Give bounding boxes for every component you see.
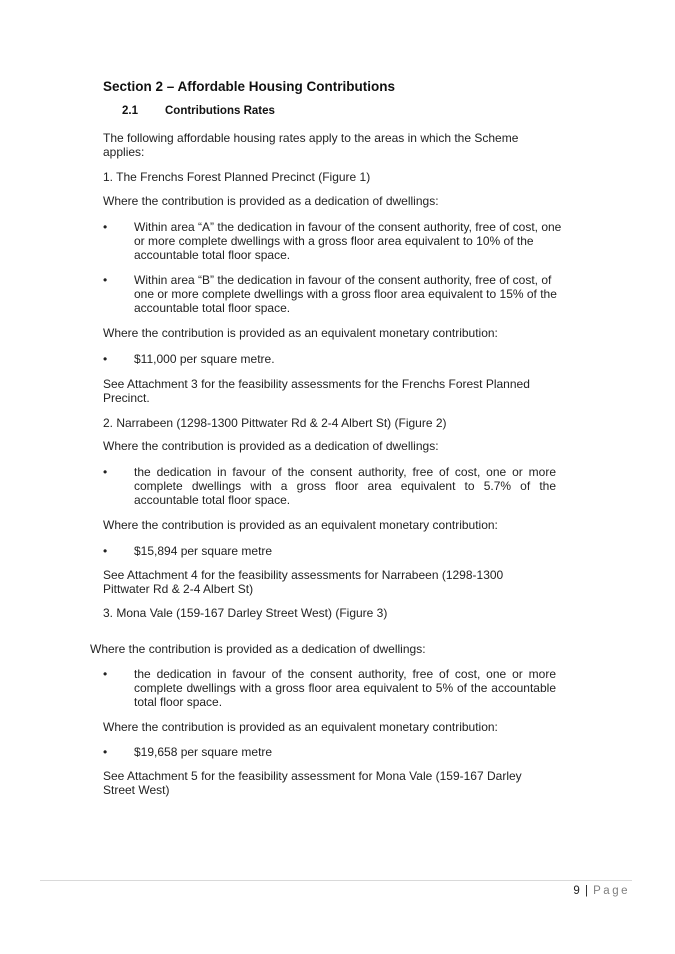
area-2-dedication-bullet <box>103 465 556 507</box>
area-1-dedication-bullet-b <box>103 273 572 315</box>
subsection-number: 2.1 <box>122 105 138 117</box>
bullet-dot: • <box>103 220 108 234</box>
bullet-dot: • <box>103 667 108 681</box>
area-3-dedication-bullet <box>103 667 556 709</box>
area-3-dedication-intro: Where the contribution is provided as a dedication of dwellings: <box>90 642 426 656</box>
area-3-monetary-intro: Where the contribution is provided as an equivalent monetary contribution: <box>103 720 498 734</box>
bullet-text: the dedication in favour of the consent authority, free of cost, one or more complete dwellings with a gross floor area equivalent to 5% of the accountable total floor space. <box>134 667 556 709</box>
bullet-text: Within area “A” the dedication in favour of the consent authority, free of cost, one or more complete dwellings with a gross floor area equivalent to 10% of the accountable total floor space. <box>134 220 562 262</box>
footer-divider <box>40 880 632 881</box>
area-1-dedication-bullet-a <box>103 220 562 262</box>
footer-separator: | <box>584 885 588 897</box>
bullet-text: $15,894 per square metre <box>134 544 273 558</box>
area-1-attachment-note: See Attachment 3 for the feasibility assessments for the Frenchs Forest Planned Precinct. <box>103 377 530 405</box>
page-label: Page <box>593 885 630 897</box>
subsection-title: Contributions Rates <box>165 105 275 117</box>
bullet-dot: • <box>103 465 108 479</box>
bullet-text: the dedication in favour of the consent authority, free of cost, one or more complete dwellings with a gross floor area equivalent to 5.7% of the accountable total floor space. <box>134 465 556 507</box>
section-heading: Section 2 – Affordable Housing Contributions <box>103 79 396 94</box>
bullet-dot: • <box>103 544 108 558</box>
area-3-monetary-bullet <box>103 745 554 759</box>
area-1-title: 1. The Frenchs Forest Planned Precinct (Figure 1) <box>103 170 371 184</box>
area-2-dedication-intro: Where the contribution is provided as a dedication of dwellings: <box>103 439 439 453</box>
bullet-dot: • <box>103 745 108 759</box>
intro-paragraph: The following affordable housing rates apply to the areas in which the Scheme applies: <box>103 131 519 159</box>
bullet-dot: • <box>103 273 108 287</box>
area-3-attachment-note: See Attachment 5 for the feasibility assessment for Mona Vale (159-167 Darley Street West) <box>103 769 522 797</box>
area-2-monetary-bullet <box>103 544 554 558</box>
area-1-monetary-bullet <box>103 352 554 366</box>
bullet-text: $19,658 per square metre <box>134 745 273 759</box>
bullet-text: Within area “B” the dedication in favour of the consent authority, free of cost, of one or more complete dwellings with a gross floor area equivalent to 15% of the accountable total floor space. <box>134 273 557 315</box>
area-2-attachment-note: See Attachment 4 for the feasibility assessments for Narrabeen (1298-1300 Pittwater Rd & 2-4 Albert St) <box>103 568 504 596</box>
area-1-dedication-intro: Where the contribution is provided as a dedication of dwellings: <box>103 194 439 208</box>
subsection-heading <box>122 105 275 117</box>
area-1-monetary-intro: Where the contribution is provided as an equivalent monetary contribution: <box>103 326 498 340</box>
bullet-text: $11,000 per square metre. <box>134 352 275 366</box>
area-3-title: 3. Mona Vale (159-167 Darley Street West) (Figure 3) <box>103 606 388 620</box>
page-number: 9 <box>573 885 580 897</box>
bullet-dot: • <box>103 352 108 366</box>
area-2-monetary-intro: Where the contribution is provided as an equivalent monetary contribution: <box>103 518 498 532</box>
page-footer <box>573 885 630 897</box>
area-2-title: 2. Narrabeen (1298-1300 Pittwater Rd & 2-4 Albert St) (Figure 2) <box>103 416 447 430</box>
